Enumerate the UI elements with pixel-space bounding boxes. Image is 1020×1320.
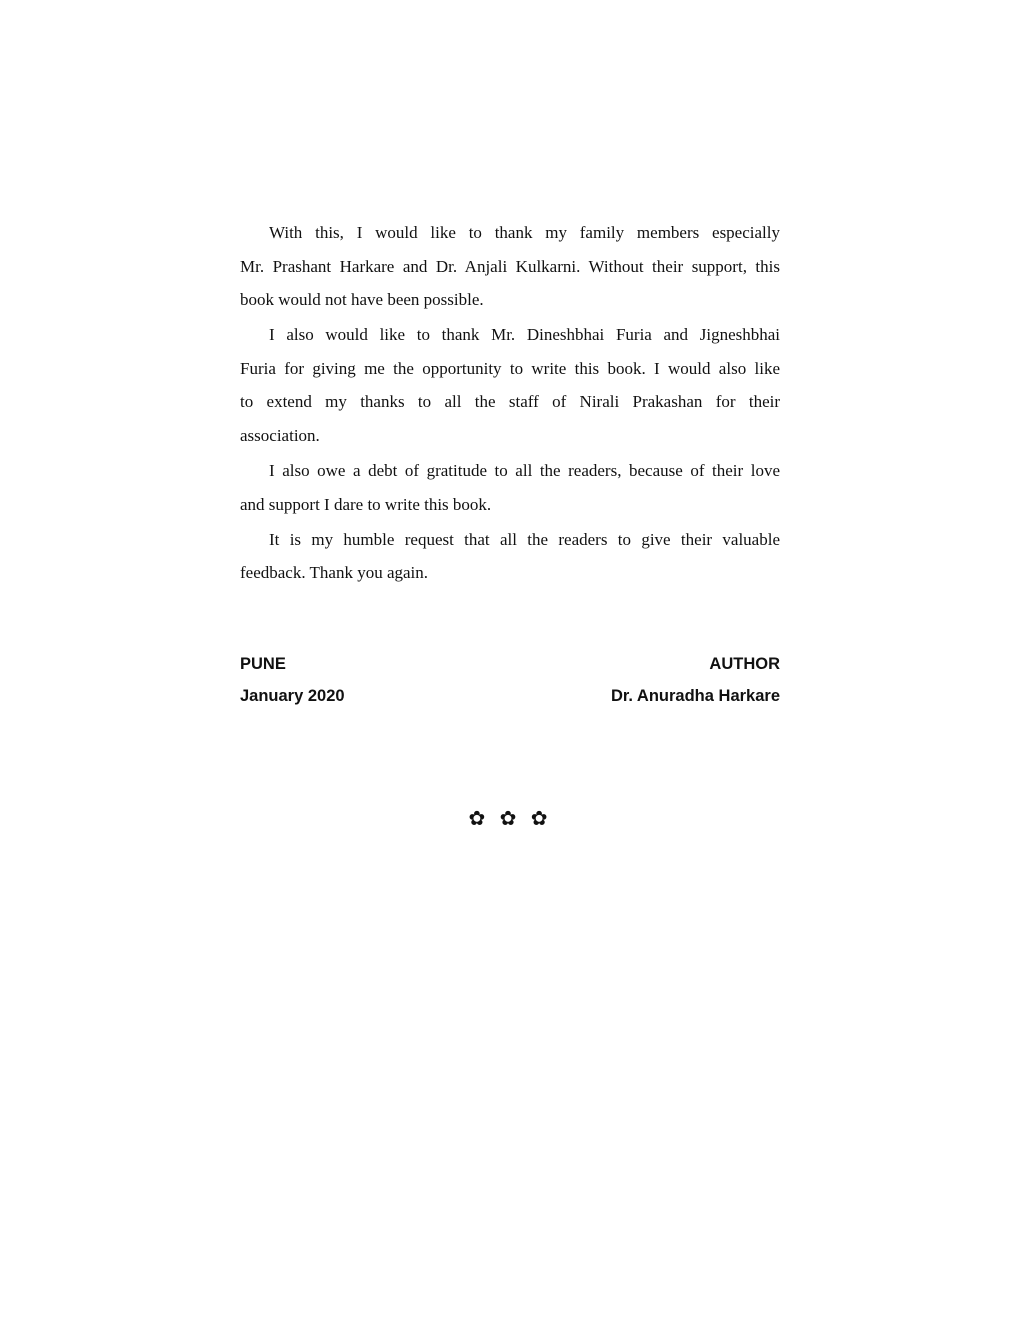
text-line: Furia for giving me the opportunity to write this book. I would also like: [240, 358, 780, 378]
text-line: to extend my thanks to all the staff of Nirali Prakashan for their: [240, 392, 780, 412]
paragraph: [240, 456, 780, 523]
signature-place: PUNE: [240, 655, 286, 673]
signature-date: January 2020: [240, 687, 345, 705]
text-line: I also would like to thank Mr. Dineshbhai Furia and Jigneshbhai: [269, 325, 780, 345]
signature-role: AUTHOR: [709, 655, 780, 673]
text-line: I also owe a debt of gratitude to all the readers, because of their love: [269, 461, 780, 481]
paragraph: [240, 218, 780, 319]
text-line: association.: [240, 426, 320, 446]
signature-name: Dr. Anuradha Harkare: [610, 687, 780, 705]
text-line: It is my humble request that all the readers to give their valuable: [269, 529, 780, 549]
acknowledgement-body: [240, 218, 780, 594]
flower-ornament-icon: ✿ ✿ ✿: [468, 806, 552, 830]
paragraph: [240, 525, 780, 592]
text-line: With this, I would like to thank my family members especially: [269, 223, 780, 242]
text-line: and support I dare to write this book.: [240, 494, 492, 514]
text-line: book would not have been possible.: [240, 290, 484, 310]
text-line: Mr. Prashant Harkare and Dr. Anjali Kulkarni. Without their support, this: [240, 256, 780, 276]
signature-row-2: [240, 687, 780, 706]
text-line: feedback. Thank you again.: [240, 563, 429, 583]
signature-row-1: [240, 655, 780, 674]
paragraph: [240, 320, 780, 454]
